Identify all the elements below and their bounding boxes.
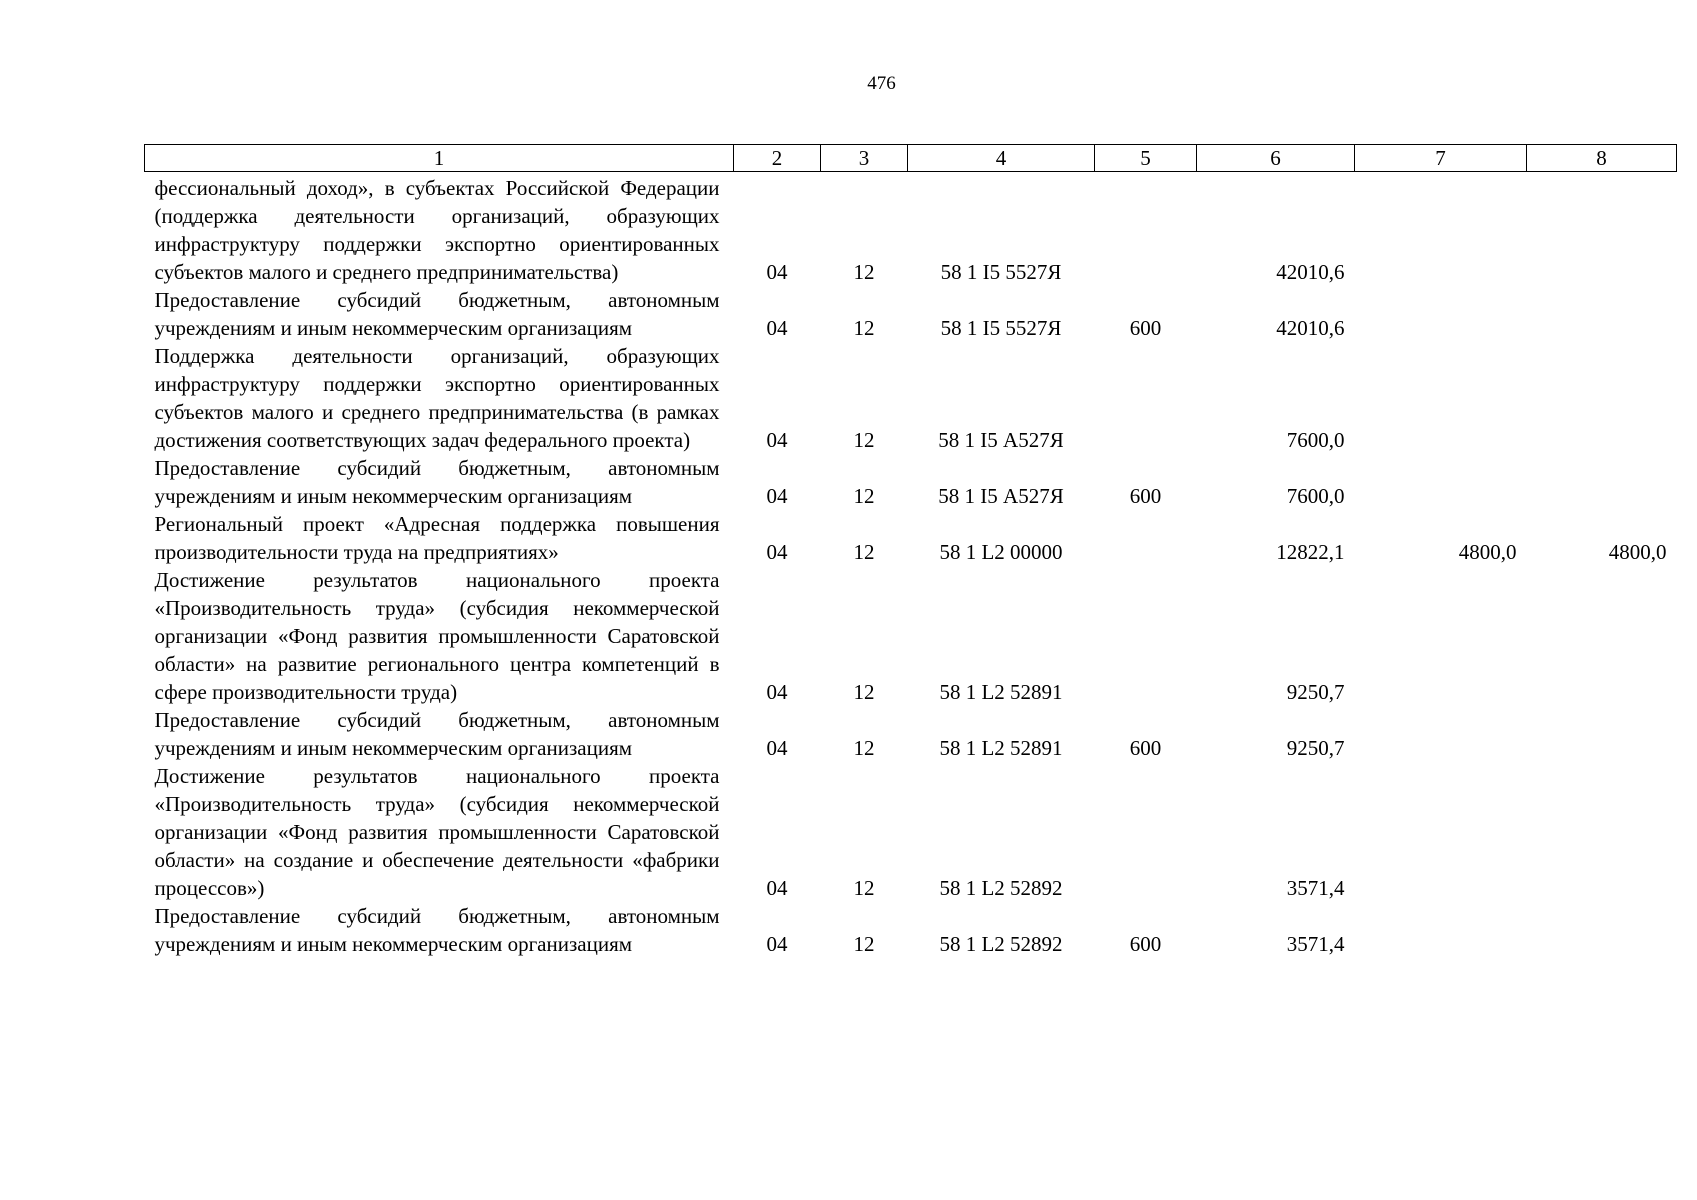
- subsection-code: 12: [853, 428, 875, 452]
- table-row: [145, 706, 1677, 762]
- row-name: Предоставление субсидий бюджетным, автономным учреждениям и иным некоммерческим организациям: [154, 708, 720, 760]
- section-code: 04: [766, 260, 788, 284]
- expense-type-code: 600: [1129, 316, 1162, 340]
- table-row: [145, 342, 1677, 454]
- section-code: 04: [766, 680, 788, 704]
- subsection-code: 12: [853, 876, 875, 900]
- subsection-code: 12: [853, 680, 875, 704]
- amount-col-7: 4800,0: [1458, 540, 1517, 564]
- header-cell: 6: [1197, 145, 1355, 172]
- expense-type-code: 600: [1129, 932, 1162, 956]
- section-code: 04: [766, 316, 788, 340]
- amount-col-6: 3571,4: [1286, 876, 1345, 900]
- row-name: Региональный проект «Адресная поддержка повышения производительности труда на предприятиях»: [154, 512, 720, 564]
- page-number: 476: [867, 73, 896, 94]
- amount-col-7: [1355, 566, 1527, 706]
- amount-col-8: [1527, 566, 1677, 706]
- section-code: 04: [766, 932, 788, 956]
- row-name: Достижение результатов национального проекта «Производительность труда» (субсидия некоммерческой организации «Фонд развития промышленности Саратовской области» на развитие регионального центра компетенций в сфере производительности труда): [154, 568, 720, 704]
- expense-type-code: [1095, 510, 1197, 566]
- amount-col-7: [1355, 706, 1527, 762]
- subsection-code: 12: [853, 316, 875, 340]
- header-cell: 3: [821, 145, 908, 172]
- amount-col-8: [1527, 286, 1677, 342]
- amount-col-7: [1355, 286, 1527, 342]
- target-article-code: 58 1 L2 52892: [939, 876, 1063, 900]
- header-cell: 1: [145, 145, 734, 172]
- subsection-code: 12: [853, 736, 875, 760]
- row-name: фессиональный доход», в субъектах Российской Федерации (поддержка деятельности организаций, образующих инфраструктуру поддержки экспортно ориентированных субъектов малого и среднего предпринимательства): [154, 176, 720, 284]
- amount-col-8: [1527, 902, 1677, 958]
- target-article-code: 58 1 L2 52892: [939, 932, 1063, 956]
- target-article-code: 58 1 L2 00000: [939, 540, 1063, 564]
- header-cell: 4: [908, 145, 1095, 172]
- amount-col-7: [1355, 762, 1527, 902]
- amount-col-8: [1527, 342, 1677, 454]
- amount-col-6: 9250,7: [1286, 680, 1345, 704]
- expense-type-code: [1095, 172, 1197, 287]
- row-name: Предоставление субсидий бюджетным, автономным учреждениям и иным некоммерческим организациям: [154, 456, 720, 508]
- amount-col-6: 3571,4: [1286, 932, 1345, 956]
- table-row: [145, 510, 1677, 566]
- amount-col-8: 4800,0: [1608, 540, 1667, 564]
- header-cell: 2: [734, 145, 821, 172]
- expense-type-code: [1095, 566, 1197, 706]
- amount-col-6: 9250,7: [1286, 736, 1345, 760]
- expense-type-code: [1095, 762, 1197, 902]
- table-row: [145, 566, 1677, 706]
- row-name: Достижение результатов национального проекта «Производительность труда» (субсидия некоммерческой организации «Фонд развития промышленности Саратовской области» на создание и обеспечение деятельности «фабрики процессов»): [154, 764, 720, 900]
- table-header-row: [145, 145, 1677, 172]
- target-article-code: 58 1 L2 52891: [939, 736, 1063, 760]
- expense-type-code: 600: [1129, 484, 1162, 508]
- row-name: Предоставление субсидий бюджетным, автономным учреждениям и иным некоммерческим организациям: [154, 288, 720, 340]
- target-article-code: 58 1 I5 5527Я: [940, 260, 1062, 284]
- subsection-code: 12: [853, 260, 875, 284]
- amount-col-6: 7600,0: [1286, 484, 1345, 508]
- section-code: 04: [766, 736, 788, 760]
- amount-col-7: [1355, 172, 1527, 287]
- expense-type-code: [1095, 342, 1197, 454]
- header-cell: 5: [1095, 145, 1197, 172]
- amount-col-6: 42010,6: [1276, 260, 1345, 284]
- target-article-code: 58 1 L2 52891: [939, 680, 1063, 704]
- subsection-code: 12: [853, 540, 875, 564]
- amount-col-6: 7600,0: [1286, 428, 1345, 452]
- subsection-code: 12: [853, 484, 875, 508]
- expense-type-code: 600: [1129, 736, 1162, 760]
- row-name: Поддержка деятельности организаций, образующих инфраструктуру поддержки экспортно ориентированных субъектов малого и среднего предпринимательства (в рамках достижения соответствующих задач федерального проекта): [154, 344, 720, 452]
- header-cell: 8: [1527, 145, 1677, 172]
- amount-col-6: 12822,1: [1276, 540, 1345, 564]
- budget-table: [144, 144, 1677, 958]
- target-article-code: 58 1 I5 5527Я: [940, 316, 1062, 340]
- amount-col-8: [1527, 454, 1677, 510]
- table-row: [145, 902, 1677, 958]
- section-code: 04: [766, 540, 788, 564]
- amount-col-8: [1527, 762, 1677, 902]
- amount-col-8: [1527, 706, 1677, 762]
- table-row: [145, 172, 1677, 287]
- amount-col-7: [1355, 902, 1527, 958]
- amount-col-7: [1355, 342, 1527, 454]
- section-code: 04: [766, 484, 788, 508]
- subsection-code: 12: [853, 932, 875, 956]
- section-code: 04: [766, 876, 788, 900]
- amount-col-7: [1355, 454, 1527, 510]
- table-row: [145, 454, 1677, 510]
- target-article-code: 58 1 I5 А527Я: [938, 428, 1064, 452]
- amount-col-8: [1527, 172, 1677, 287]
- header-cell: 7: [1355, 145, 1527, 172]
- amount-col-6: 42010,6: [1276, 316, 1345, 340]
- row-name: Предоставление субсидий бюджетным, автономным учреждениям и иным некоммерческим организациям: [154, 904, 720, 956]
- target-article-code: 58 1 I5 А527Я: [938, 484, 1064, 508]
- table-row: [145, 286, 1677, 342]
- section-code: 04: [766, 428, 788, 452]
- table-row: [145, 762, 1677, 902]
